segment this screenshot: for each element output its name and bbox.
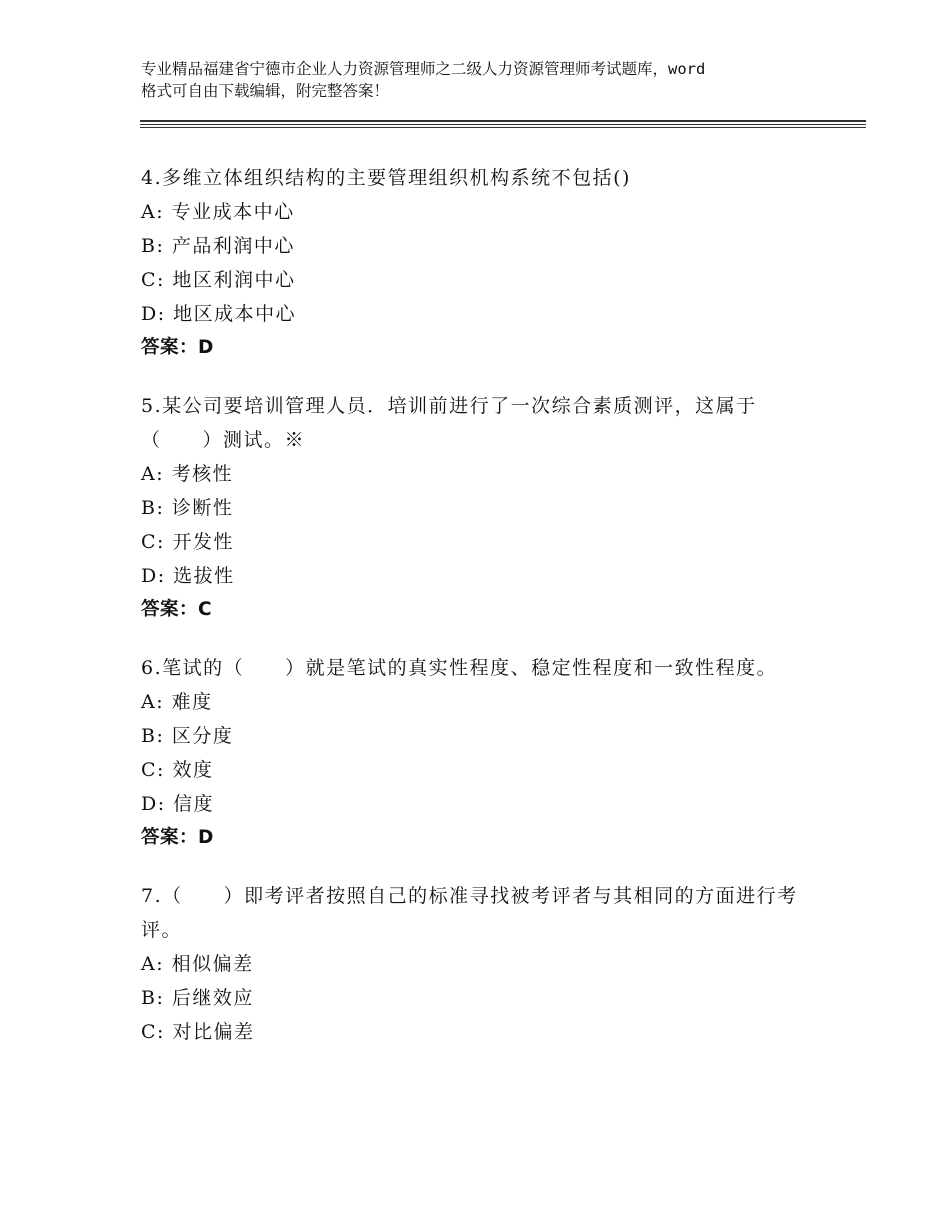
answer-label: 答案：D: [141, 827, 214, 848]
option-c: C: 地区利润中心: [141, 269, 296, 291]
header-divider-thin: [140, 127, 866, 128]
option-d: D: 地区成本中心: [141, 303, 297, 325]
option-d: D: 选拔性: [141, 565, 235, 587]
option-c: C: 对比偏差: [141, 1021, 255, 1043]
answer-label: 答案：C: [141, 599, 213, 620]
option-c: C: 效度: [141, 759, 214, 781]
option-a: A: 难度: [141, 691, 213, 713]
question-4: [141, 161, 801, 365]
question-stem: 4.多维立体组织结构的主要管理组织机构系统不包括(): [141, 167, 631, 189]
question-stem: 5.某公司要培训管理人员．培训前进行了一次综合素质测评，这属于（ ）测试。※: [141, 395, 757, 451]
option-c: C: 开发性: [141, 531, 234, 553]
option-a: A: 相似偏差: [141, 953, 254, 975]
header-title-line-2: 格式可自由下载编辑，附完整答案！: [141, 82, 390, 100]
option-d: D: 信度: [141, 793, 215, 815]
header-title-line-1: 专业精品福建省宁德市企业人力资源管理师之二级人力资源管理师考试题库，word: [141, 60, 706, 78]
answer-label: 答案：D: [141, 337, 214, 358]
question-5: [141, 389, 801, 627]
option-b: B: 后继效应: [141, 987, 254, 1009]
document-header: [141, 58, 841, 102]
question-list: [141, 161, 801, 1073]
option-b: B: 产品利润中心: [141, 235, 295, 257]
option-a: A: 专业成本中心: [141, 201, 295, 223]
question-stem: 7.（ ）即考评者按照自己的标准寻找被考评者与其相同的方面进行考评。: [141, 885, 798, 941]
question-stem: 6.笔试的（ ）就是笔试的真实性程度、稳定性程度和一致性程度。: [141, 657, 778, 679]
header-divider-thin: [140, 124, 866, 125]
question-7: [141, 879, 801, 1049]
header-divider-thick: [140, 120, 866, 122]
option-b: B: 区分度: [141, 725, 234, 747]
option-b: B: 诊断性: [141, 497, 234, 519]
option-a: A: 考核性: [141, 463, 234, 485]
question-6: [141, 651, 801, 855]
